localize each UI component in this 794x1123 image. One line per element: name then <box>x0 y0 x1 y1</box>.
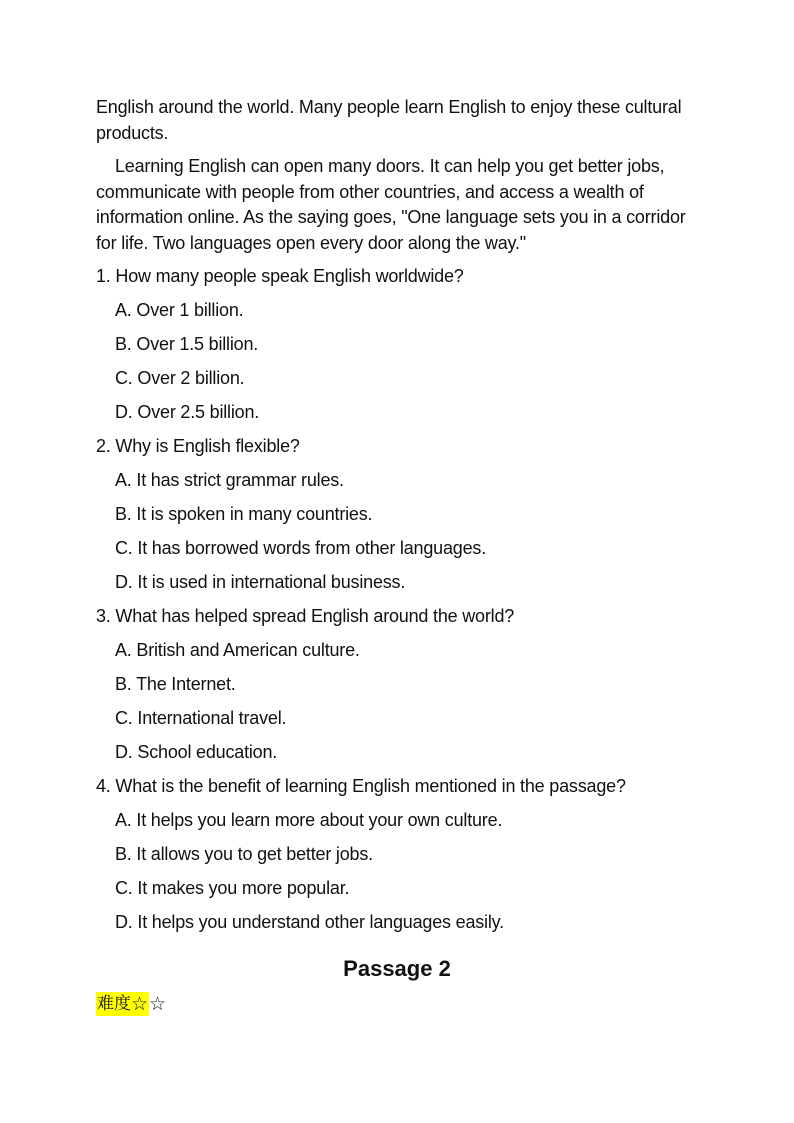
option-d: D. It helps you understand other languages easily. <box>115 912 504 932</box>
option-c: C. It has borrowed words from other languages. <box>115 538 486 558</box>
option-c: C. It makes you more popular. <box>115 878 350 898</box>
option-a: A. It helps you learn more about your own culture. <box>115 810 503 830</box>
document-body <box>96 95 706 944</box>
question-text: 3. What has helped spread English around the world? <box>96 606 515 626</box>
option-a: A. It has strict grammar rules. <box>115 470 344 490</box>
option-c: C. International travel. <box>115 708 287 728</box>
question-text: 2. Why is English flexible? <box>96 436 300 456</box>
question-text: 4. What is the benefit of learning English mentioned in the passage? <box>96 776 626 796</box>
question-block-2 <box>96 434 706 604</box>
paragraph-learning-benefits: Learning English can open many doors. It can help you get better jobs, communicate with people from other countries, and access a wealth of information online. As the saying goes, "One language sets you in a corridor for life. Two languages open every door along the way." <box>96 156 686 253</box>
option-d: D. It is used in international business. <box>115 572 406 592</box>
paragraph-continuation: English around the world. Many people learn English to enjoy these cultural products. <box>96 97 682 143</box>
question-block-4 <box>96 774 706 944</box>
passage-title: Passage 2 <box>343 956 451 981</box>
star-icon: ☆ <box>149 993 167 1015</box>
option-d: D. School education. <box>115 742 278 762</box>
option-b: B. Over 1.5 billion. <box>115 334 259 354</box>
question-block-1 <box>96 264 706 434</box>
option-b: B. It is spoken in many countries. <box>115 504 373 524</box>
option-b: B. It allows you to get better jobs. <box>115 844 373 864</box>
difficulty-label: 难度 <box>97 994 131 1014</box>
option-b: B. The Internet. <box>115 674 236 694</box>
question-block-3 <box>96 604 706 774</box>
difficulty-rating <box>96 992 166 1016</box>
option-c: C. Over 2 billion. <box>115 368 245 388</box>
star-icon: ☆ <box>131 993 149 1015</box>
option-d: D. Over 2.5 billion. <box>115 402 260 422</box>
option-a: A. British and American culture. <box>115 640 360 660</box>
option-a: A. Over 1 billion. <box>115 300 244 320</box>
difficulty-highlight <box>96 992 149 1016</box>
question-text: 1. How many people speak English worldwide? <box>96 266 464 286</box>
